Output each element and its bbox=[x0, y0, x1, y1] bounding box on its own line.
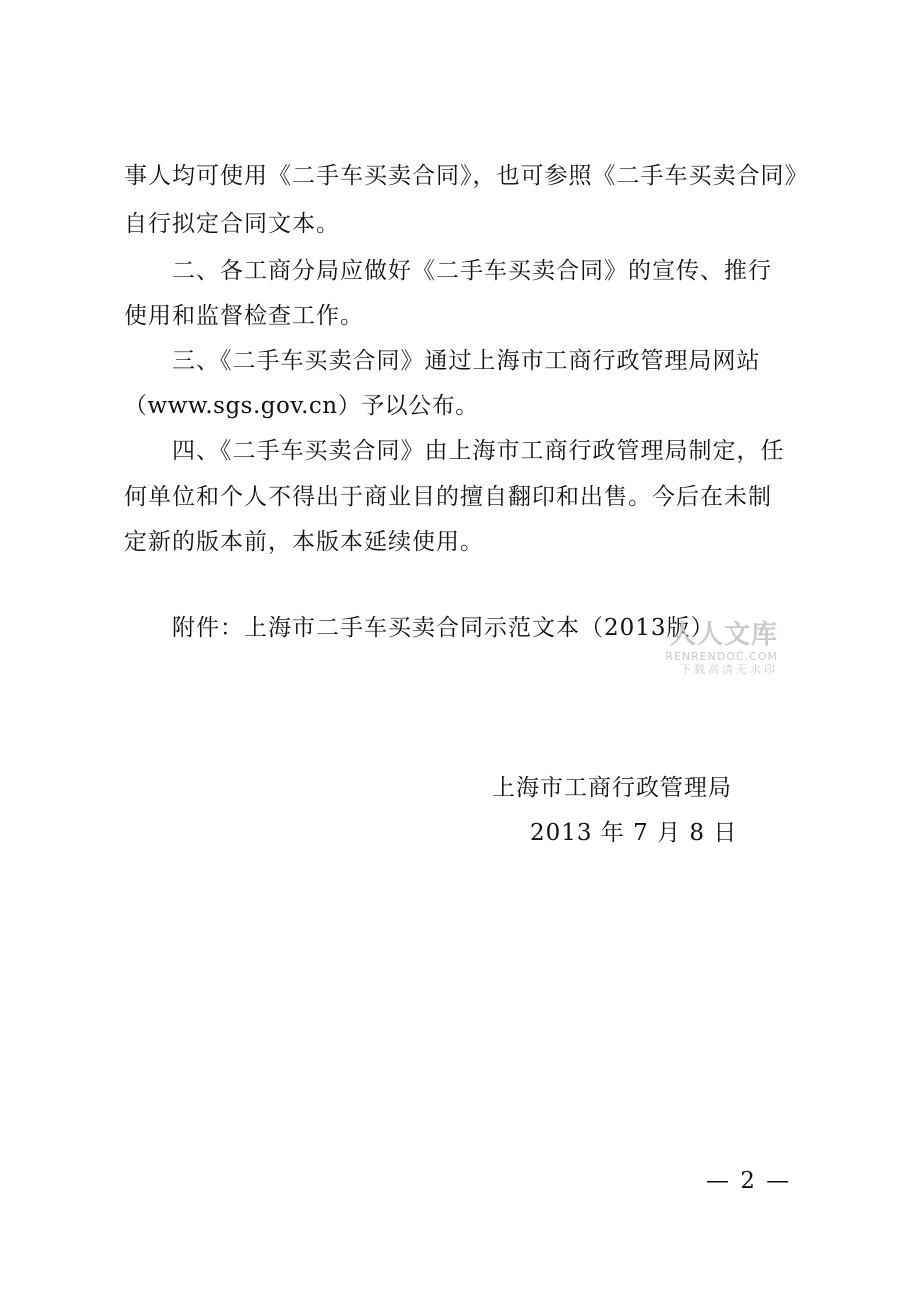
watermark-tagline: 下载高清无水印 bbox=[680, 663, 778, 676]
body-line-9: 定新的版本前，本版本延续使用。 bbox=[124, 529, 484, 555]
attachment-line: 附件：上海市二手车买卖合同示范文本（2013版） bbox=[172, 615, 715, 641]
issue-date: 2013 年 7 月 8 日 bbox=[530, 820, 738, 846]
body-line-3: 二、各工商分局应做好《二手车买卖合同》的宣传、推行 bbox=[172, 258, 772, 284]
body-line-6: （www.sgs.gov.cn）予以公布。 bbox=[124, 393, 479, 419]
watermark-title: 人人文库 bbox=[669, 620, 778, 650]
body-line-8: 何单位和个人不得出于商业目的擅自翻印和出售。今后在未制 bbox=[124, 484, 772, 510]
body-line-4: 使用和监督检查工作。 bbox=[124, 303, 364, 329]
watermark bbox=[648, 620, 778, 676]
page-number: — 2 — bbox=[706, 1168, 792, 1194]
body-line-1: 事人均可使用《二手车买卖合同》，也可参照《二手车买卖合同》 bbox=[124, 163, 809, 189]
watermark-domain: RENRENDOC.COM bbox=[665, 650, 778, 663]
body-line-5: 三、《二手车买卖合同》通过上海市工商行政管理局网站 bbox=[172, 348, 761, 374]
body-line-2: 自行拟定合同文本。 bbox=[124, 211, 340, 237]
issuer-name: 上海市工商行政管理局 bbox=[492, 775, 732, 801]
body-line-7: 四、《二手车买卖合同》由上海市工商行政管理局制定，任 bbox=[172, 438, 785, 464]
